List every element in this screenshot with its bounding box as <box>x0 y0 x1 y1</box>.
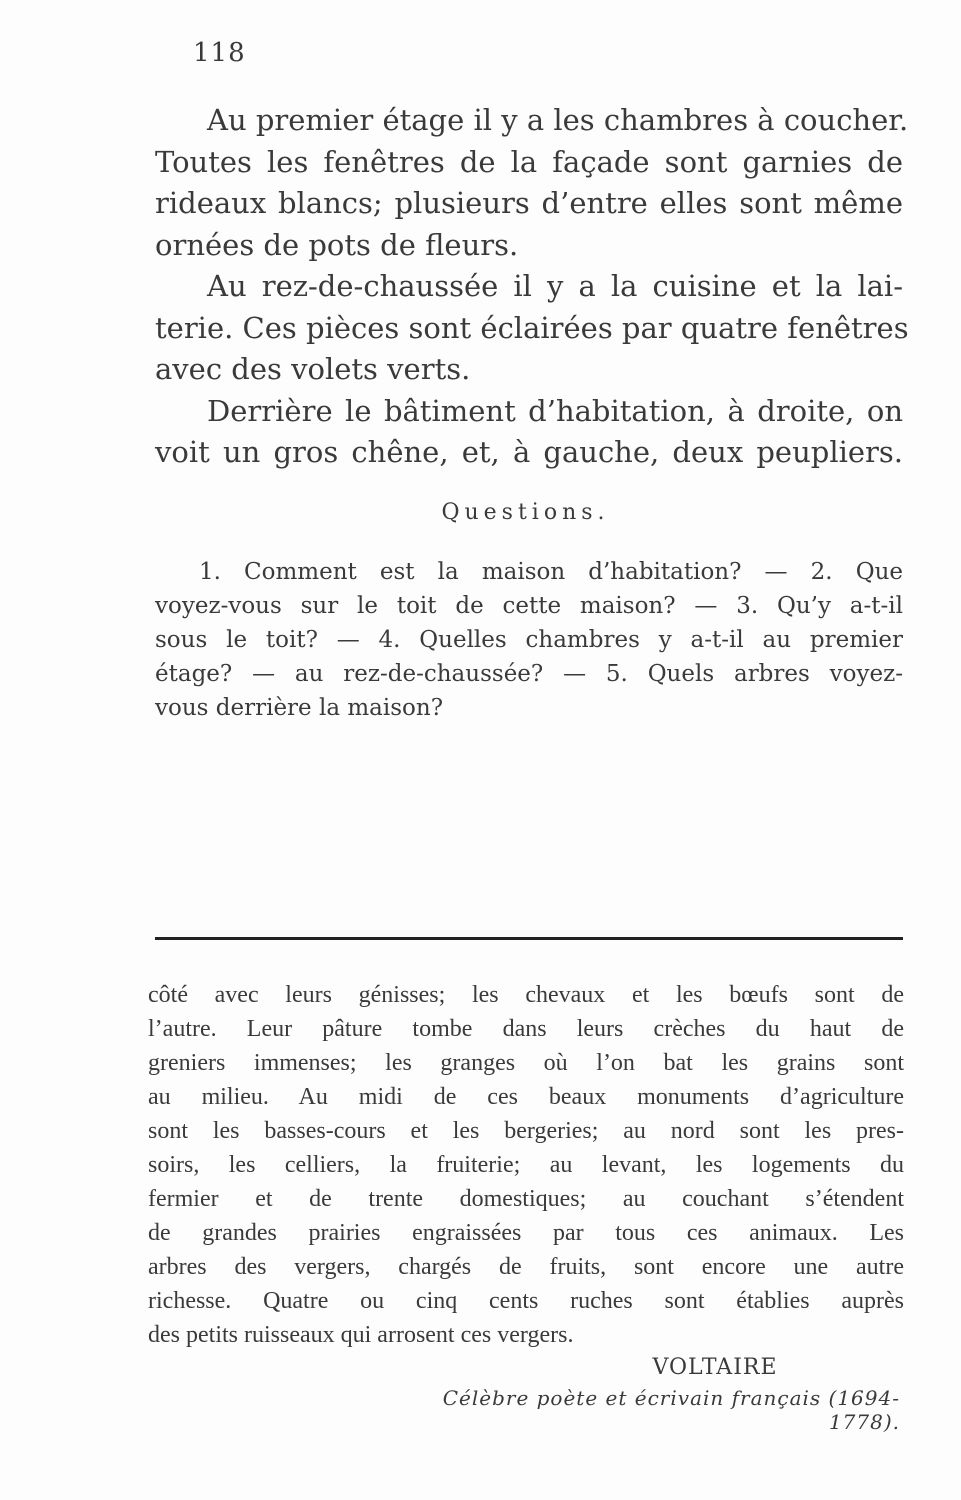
quote-line: côté avec leurs génisses; les chevaux et les bœufs sont de <box>148 982 904 1008</box>
text-line: rideaux blancs; plusieurs d’entre elles sont même <box>155 186 903 220</box>
page-number: 118 <box>193 38 246 68</box>
main-paragraphs <box>155 100 909 474</box>
quote-line: au milieu. Au midi de ces beaux monuments d’agriculture <box>148 1084 904 1110</box>
text-line: ornées de pots de fleurs. <box>155 227 519 262</box>
quote-line: des petits ruisseaux qui arrosent ces vergers. <box>148 1322 574 1348</box>
text-line: terie. Ces pièces sont éclairées par quatre fenêtres <box>155 310 909 345</box>
question-line: sous le toit? — 4. Quelles chambres y a-t-il au premier <box>155 627 903 653</box>
section-divider <box>155 937 903 940</box>
quote-line: soirs, les celliers, la fruiterie; au levant, les logements du <box>148 1152 904 1178</box>
quote-line: l’autre. Leur pâture tombe dans leurs crèches du haut de <box>148 1016 904 1042</box>
author-name: VOLTAIRE <box>652 1355 778 1380</box>
author-caption: Célèbre poète et écrivain français (1694-1778). <box>442 1386 900 1434</box>
text-line: Au rez-de-chaussée il y a la cuisine et la lai- <box>207 269 903 303</box>
quote-line: richesse. Quatre ou cinq cents ruches sont établies auprès <box>148 1288 904 1314</box>
text-line: Toutes les fenêtres de la façade sont garnies de <box>155 144 903 179</box>
quote-line: de grandes prairies engraissées par tous ces animaux. Les <box>148 1220 904 1246</box>
questions-heading: Questions. <box>441 500 610 525</box>
text-line: avec des volets verts. <box>155 352 471 386</box>
quote-line: sont les basses-cours et les bergeries; au nord sont les pres- <box>148 1118 904 1144</box>
question-line: vous derrière la maison? <box>155 695 444 721</box>
quote-line: arbres des vergers, chargés de fruits, sont encore une autre <box>148 1254 904 1280</box>
quotation-block <box>148 978 904 1352</box>
question-line: voyez-vous sur le toit de cette maison? — 3. Qu’y a-t-il <box>155 593 903 619</box>
question-line: étage? — au rez-de-chaussée? — 5. Quels arbres voyez- <box>155 661 903 687</box>
text-line: Au premier étage il y a les chambres à coucher. <box>207 103 909 137</box>
text-line: Derrière le bâtiment d’habitation, à droite, on <box>207 393 903 428</box>
question-line: 1. Comment est la maison d’habitation? — 2. Que <box>199 559 903 585</box>
quote-line: greniers immenses; les granges où l’on bat les grains sont <box>148 1050 904 1076</box>
quote-line: fermier et de trente domestiques; au couchant s’étendent <box>148 1186 904 1212</box>
text-line: voit un gros chêne, et, à gauche, deux peupliers. <box>155 435 903 469</box>
questions-block <box>155 555 903 725</box>
